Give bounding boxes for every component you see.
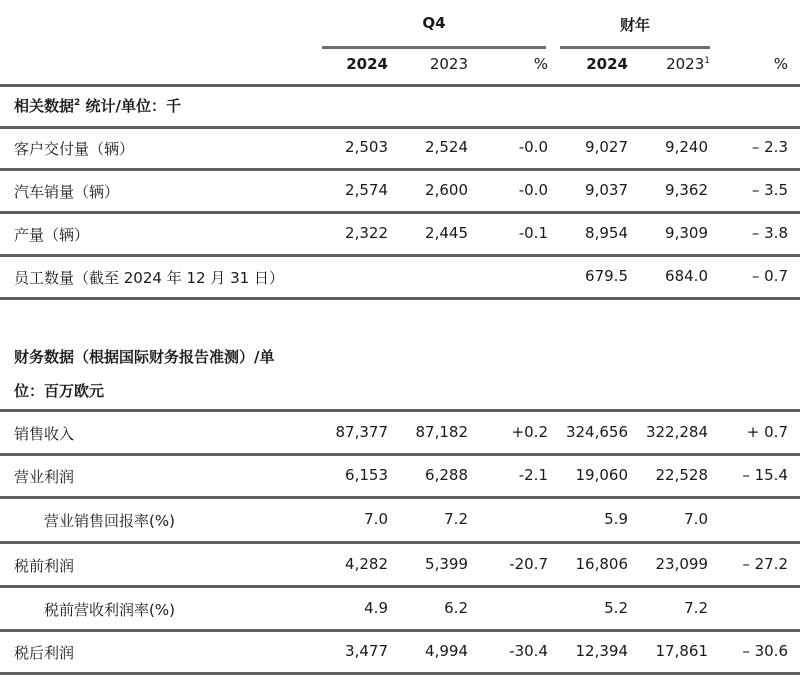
cell-year-pct: – 2.3 [751,138,788,156]
cell-q4-2023: 2,445 [425,224,468,242]
section-title-financials: 财务数据（根据国际财务报告准测）/单 位：百万欧元 [14,348,275,400]
col-header-q4-2023: 2023 [429,55,468,73]
cell-year-2023: 9,309 [665,224,708,242]
cell-q4-2024: 6,153 [345,466,388,484]
rule-row-4 [0,297,800,300]
group-underline-q4 [322,46,546,49]
col-header-year-2023: 2023$^1$ [666,55,710,73]
cell-q4-2024: 7.0 [364,510,388,528]
cell-q4-2023: 6.2 [444,599,468,617]
cell-q4-2024: 4.9 [364,599,388,617]
cell-q4-2023: 2,600 [425,181,468,199]
cell-q4-2023: 2,524 [425,138,468,156]
cell-year-2024: 5.9 [604,510,628,528]
rule-row-2 [0,211,800,214]
row-label: 汽车销量（辆） [14,183,120,201]
cell-year-pct: – 30.6 [742,642,788,660]
cell-year-2023: 7.2 [684,599,708,617]
col-header-q4-pct: % [533,55,548,73]
col-header-year-pct: % [773,55,788,73]
cell-year-2023: 22,528 [655,466,708,484]
cell-year-2024: 12,394 [575,642,628,660]
group-header-q4: Q4 [422,14,446,32]
rule-section2-bottom [0,409,800,412]
cell-q4-2024: 87,377 [335,423,388,441]
cell-year-pct: – 27.2 [742,555,788,573]
cell-year-2023: 7.0 [684,510,708,528]
rule-row-8 [0,585,800,588]
rule-row-7 [0,541,800,544]
cell-year-2023: 23,099 [655,555,708,573]
cell-q4-pct: -0.1 [518,224,548,242]
row-label: 营业利润 [14,468,75,486]
cell-year-pct: + 0.7 [746,423,788,441]
row-label: 员工数量（截至 2024 年 12 月 31 日） [14,269,284,287]
cell-year-2023: 17,861 [655,642,708,660]
cell-year-2024: 9,027 [585,138,628,156]
cell-q4-2024: 4,282 [345,555,388,573]
cell-year-pct: – 3.8 [751,224,788,242]
rule-table-bottom [0,672,800,675]
cell-year-pct: – 3.5 [751,181,788,199]
cell-year-2023: 322,284 [645,423,708,441]
col-header-q4-2024: 2024 [346,55,388,73]
cell-q4-2024: 2,322 [345,224,388,242]
cell-q4-pct: -0.0 [518,181,548,199]
rule-row-1 [0,168,800,171]
rule-row-5 [0,453,800,456]
cell-year-2024: 5.2 [604,599,628,617]
cell-q4-pct: -0.0 [518,138,548,156]
cell-year-2024: 9,037 [585,181,628,199]
cell-year-2024: 679.5 [585,267,628,285]
cell-q4-2024: 2,503 [345,138,388,156]
group-underline-year [560,46,710,49]
cell-q4-2023: 4,994 [425,642,468,660]
cell-q4-2024: 3,477 [345,642,388,660]
row-label: 营业销售回报率(%) [44,512,175,530]
cell-q4-pct: -2.1 [518,466,548,484]
col-header-year-2024: 2024 [586,55,628,73]
cell-year-2023: 9,362 [665,181,708,199]
rule-header-bottom [0,84,800,87]
cell-q4-2023: 7.2 [444,510,468,528]
row-label: 销售收入 [14,425,75,443]
rule-row-9 [0,629,800,632]
cell-year-2024: 8,954 [585,224,628,242]
cell-year-2024: 16,806 [575,555,628,573]
cell-year-2023: 684.0 [665,267,708,285]
row-label: 税前利润 [14,557,75,575]
cell-year-pct: – 15.4 [742,466,788,484]
cell-q4-pct: +0.2 [511,423,548,441]
cell-q4-2023: 5,399 [425,555,468,573]
row-label: 客户交付量（辆） [14,140,135,158]
cell-q4-pct: -20.7 [509,555,548,573]
rule-row-3 [0,254,800,257]
cell-year-2024: 324,656 [565,423,628,441]
cell-year-2023: 9,240 [665,138,708,156]
cell-q4-2023: 87,182 [415,423,468,441]
rule-row-6 [0,496,800,499]
row-label: 税前营收利润率(%) [44,601,175,619]
rule-section1-bottom [0,126,800,129]
cell-q4-2024: 2,574 [345,181,388,199]
cell-year-2024: 19,060 [575,466,628,484]
row-label: 产量（辆） [14,226,90,244]
row-label: 税后利润 [14,644,75,662]
cell-year-pct: – 0.7 [751,267,788,285]
group-header-year: 财年 [619,16,650,34]
cell-q4-2023: 6,288 [425,466,468,484]
cell-q4-pct: -30.4 [509,642,548,660]
